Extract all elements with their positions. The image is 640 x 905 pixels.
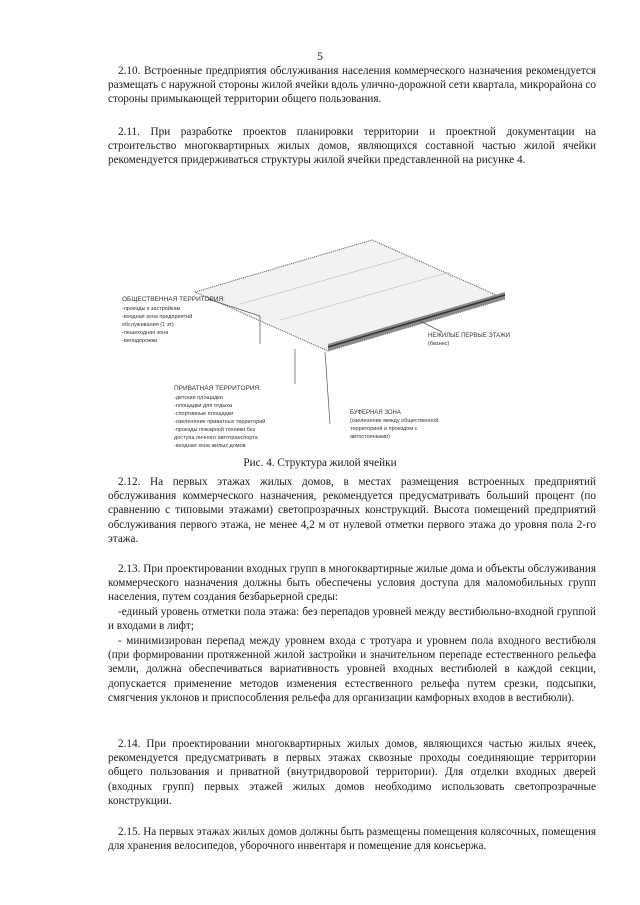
private-item: -площадки для отдыха xyxy=(174,403,233,409)
paragraph-2-13-item-2: - минимизирован перепад между уровнем входа с тротуара и уровнем пола входного вестибюля (при формировании протяженной жилой застройки и значительном перепаде естественного рельефа земли, должна обеспечиваться вариативность уровней входных вестибюлей в каждой секции, допускается применение методов изменения естественного рельефа путем срезки, подсыпки, смягчения уклонов и приспособления рельефа для организации камфорных входов в вестибюли). xyxy=(108,635,596,704)
private-item: -детские площадки xyxy=(174,395,223,401)
paragraph-2-10: 2.10. Встроенные предприятия обслуживания населения коммерческого назначения рекомендуется размещать с наружной стороны жилой ячейки вдоль улично-дорожной сети квартала, микрорайона со стороны примыкающей территории общего пользования. xyxy=(108,65,596,106)
paragraph-2-13-item-1: -единый уровень отметки пола этажа: без перепадов уровней между вестибюльно-входной группой и входами в лифт; xyxy=(108,606,596,633)
public-item: -пешеходная зона xyxy=(122,330,169,336)
buffer-zone-title: БУФЕРНАЯ ЗОНА xyxy=(350,410,401,416)
buffer-item: (озеленение между общественной xyxy=(350,418,439,424)
buffer-item: автостоянками) xyxy=(350,434,390,440)
public-item: -велодорожки xyxy=(122,338,158,344)
paragraph-2-12: 2.12. На первых этажах жилых домов, в местах размещения встроенных предприятий обслуживания коммерческого назначения, рекомендуется предусматривать больший процент (по сравнению с типовыми этажами) светопрозрачных конструкций. Высота помещений предприятий обслуживания первого этажа, не менее 4,2 м от нулевой отметки первого этажа до уровня пола 2-го этажа. xyxy=(108,476,596,545)
private-item: доступа личного автотранспорта xyxy=(174,435,258,441)
residential-cell-diagram xyxy=(110,234,530,456)
page-number: 5 xyxy=(317,49,323,63)
nonresidential-sub: (бизнес) xyxy=(428,341,450,347)
residential-cell-figure xyxy=(110,234,530,456)
private-item: -входная зона жилых домов xyxy=(174,443,246,449)
paragraph-2-11: 2.11. При разработке проектов планировки территории и проектной документации на строительство многоквартирных жилых домов, являющихся составной частью жилой ячейки рекомендуется придерживаться структуры жилой ячейки представленной на рисунке 4. xyxy=(108,126,596,167)
public-item: -входная зона предприятий xyxy=(122,314,193,320)
leader-buffer xyxy=(325,352,330,424)
buffer-item: территорией и проездом с xyxy=(350,426,418,432)
paragraph-2-15: 2.15. На первых этажах жилых домов должны быть размещены помещения колясочных, помещения для хранения велосипедов, уборочного инвентаря и помещение для консьержа. xyxy=(108,826,596,853)
public-item: -проезды к застройкам xyxy=(122,306,181,312)
leader-nonresidential xyxy=(420,321,442,332)
private-item: -проезды пожарной техники без xyxy=(174,427,256,433)
paragraph-2-13-intro: 2.13. При проектировании входных групп в многоквартирные жилые дома и объекты обслуживания коммерческого назначения должны быть обеспечены условия доступа для маломобильных групп населения, путем создания безбарьерной среды: xyxy=(108,563,596,604)
private-territory-title: ПРИВАТНАЯ ТЕРРИТОРИЯ: xyxy=(174,385,262,392)
public-item: обслуживания (1 эт) xyxy=(122,322,174,328)
public-territory-title: ОБЩЕСТВЕННАЯ ТЕРРИТОРИЯ: xyxy=(122,296,225,303)
paragraph-2-14: 2.14. При проектировании многоквартирных жилых домов, являющихся частью жилых ячеек, рекомендуется предусматривать в первых этажах сквозные проходы соединяющие территории общего пользования и приватной (внутридворовой территории). Для отделки входных дверей (входных групп) первых этажей жилых домов необходимо использовать светопрозрачные конструкции. xyxy=(108,738,596,807)
private-item: -спортивные площадки xyxy=(174,411,234,417)
figure-caption: Рис. 4. Структура жилой ячейки xyxy=(243,457,397,469)
nonresidential-label: НЕЖИЛЫЕ ПЕРВЫЕ ЭТАЖИ xyxy=(428,333,511,339)
private-item: -озеленение приватных территорий xyxy=(174,419,266,425)
